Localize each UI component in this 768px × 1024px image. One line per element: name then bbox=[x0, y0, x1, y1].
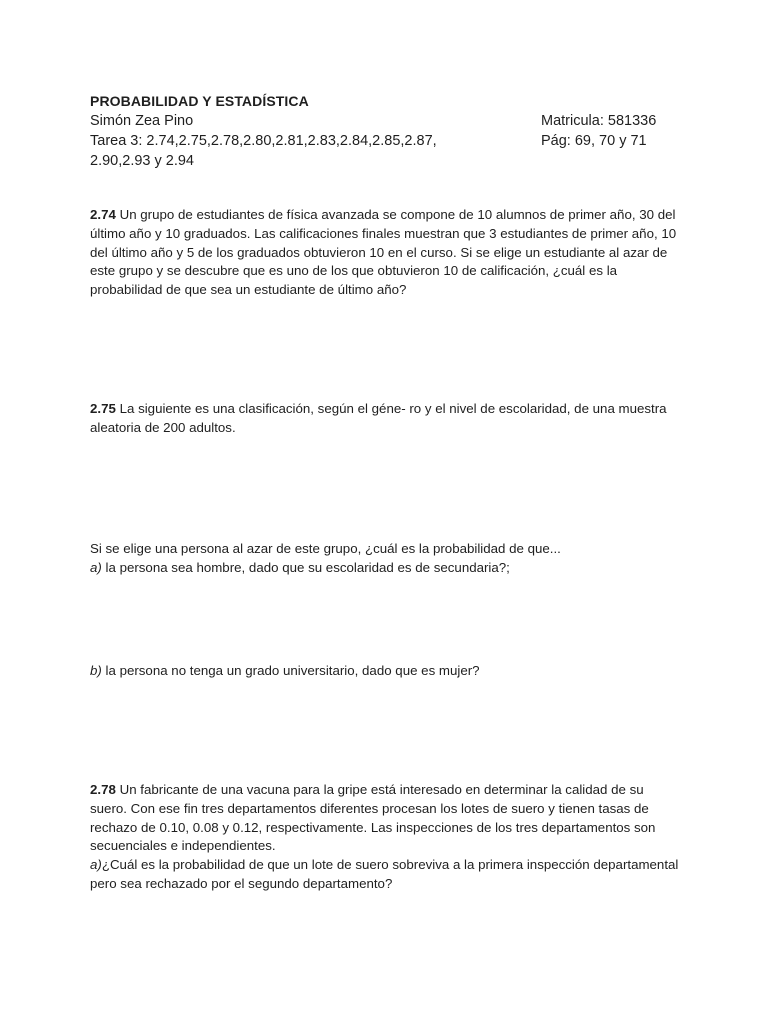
question-b-label: b) bbox=[90, 663, 102, 678]
problem-number: 2.75 bbox=[90, 401, 116, 416]
question-a bbox=[90, 856, 680, 894]
problem-text: Un grupo de estudiantes de física avanzada se compone de 10 alumnos de primer año, 30 del último año y 10 graduados. Las calificaciones finales muestran que 3 estudiantes de primer año, 10 del último año y 5 de los graduados obtuvieron 10 en el curso. Si se elige un estudiante al azar de este grupo y se descubre que es uno de los que obtuvieron 10 de calificación, ¿cuál es la probabilidad de que sea un estudiante de último año? bbox=[90, 207, 677, 298]
problem-number: 2.74 bbox=[90, 207, 116, 222]
question-a-label: a) bbox=[90, 559, 102, 575]
problem-number: 2.78 bbox=[90, 782, 116, 797]
problem-2-75 bbox=[90, 400, 680, 438]
question-a-text: la persona sea hombre, dado que su escolaridad es de secundaria?; bbox=[101, 559, 510, 575]
assignment-line-1: Tarea 3: 2.74,2.75,2.78,2.80,2.81,2.83,2.84,2.85,2.87, bbox=[90, 133, 437, 149]
question-a-text: ¿Cuál es la probabilidad de que un lote de suero sobreviva a la primera inspección departamental pero sea rechazado por el segundo departamento? bbox=[90, 857, 679, 891]
question-a-label: a) bbox=[90, 857, 102, 873]
problem-2-78 bbox=[90, 781, 680, 894]
matricula: Matricula: 581336 bbox=[541, 113, 657, 129]
course-title: PROBABILIDAD Y ESTADÍSTICA bbox=[90, 93, 309, 109]
assignment-list bbox=[90, 131, 530, 171]
question-b bbox=[90, 662, 680, 681]
question-intro: Si se elige una persona al azar de este grupo, ¿cuál es la probabilidad de que... bbox=[90, 541, 561, 556]
question-b-text: la persona no tenga un grado universitario, dado que es mujer? bbox=[101, 663, 480, 678]
problem-2-74 bbox=[90, 206, 680, 300]
pages-reference: Pág: 69, 70 y 71 bbox=[541, 133, 647, 149]
assignment-line-2: 2.90,2.93 y 2.94 bbox=[90, 153, 194, 169]
student-name: Simón Zea Pino bbox=[90, 113, 194, 129]
problem-2-75-question bbox=[90, 540, 680, 578]
question-a bbox=[90, 559, 680, 578]
problem-text: La siguiente es una clasificación, según el géne- ro y el nivel de escolaridad, de una muestra aleatoria de 200 adultos. bbox=[90, 401, 667, 435]
problem-body bbox=[90, 781, 680, 856]
problem-text: Un fabricante de una vacuna para la gripe está interesado en determinar la calidad de su suero. Con ese fin tres departamentos diferentes procesan los lotes de suero y tienen tasas de rechazo de 0.10, 0.08 y 0.12, respectivamente. Las inspecciones de los tres departamentos son secuenciales e independientes. bbox=[90, 782, 656, 854]
